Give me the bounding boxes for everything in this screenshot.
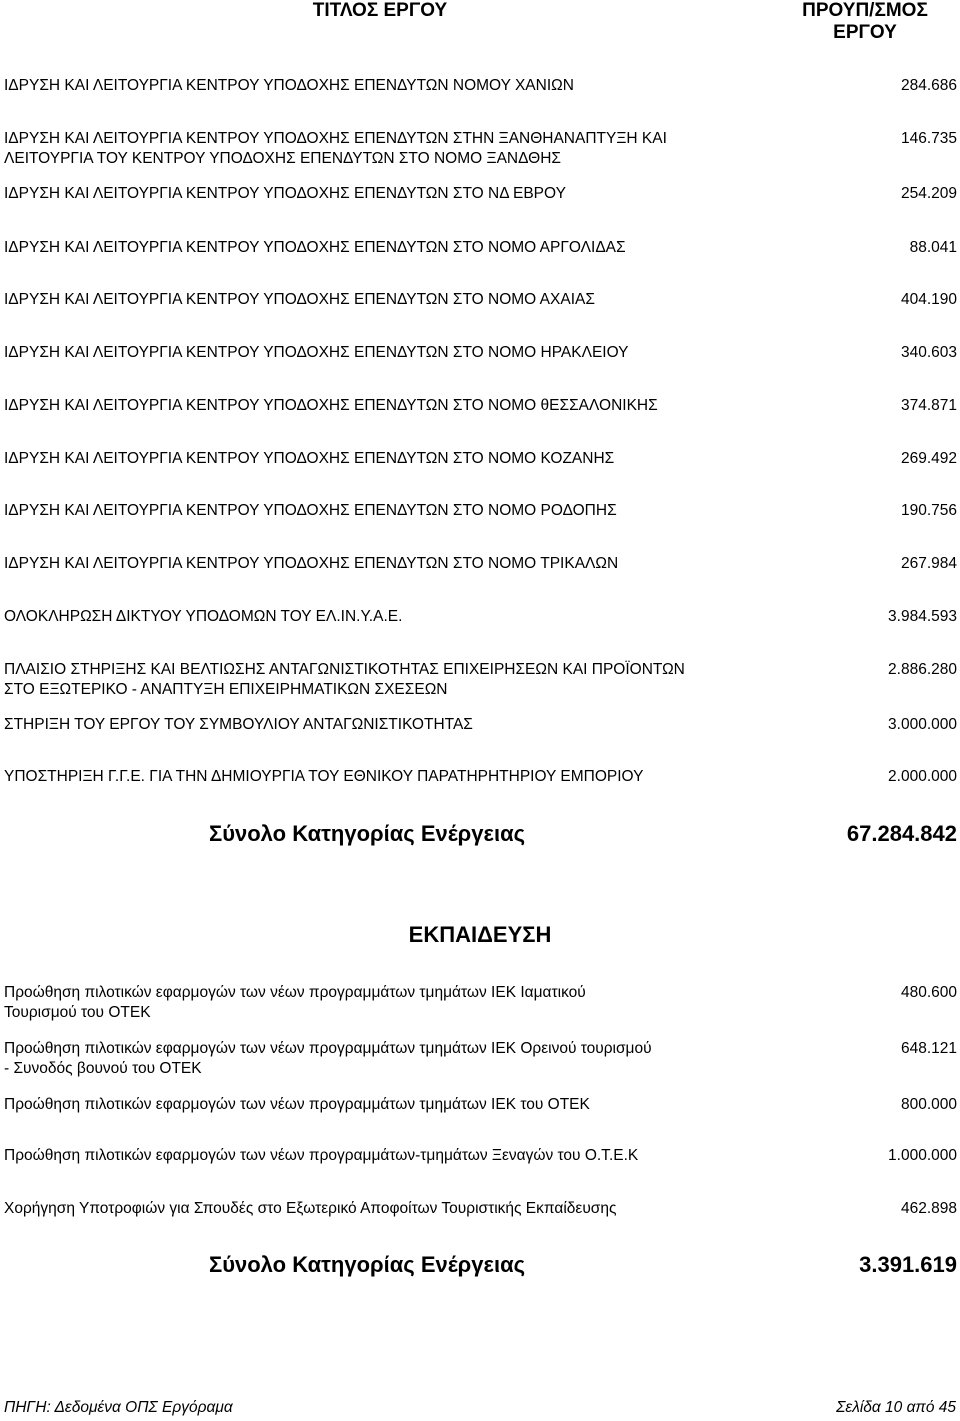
project-title: Προώθηση πιλοτικών εφαρμογών των νέων προγραμμάτων τμημάτων ΙΕΚ του ΟΤΕΚ bbox=[4, 1096, 590, 1113]
project-title: Χορήγηση Υποτροφιών για Σπουδές στο Εξωτερικό Αποφοίτων Τουριστικής Εκπαίδευσης bbox=[4, 1200, 617, 1217]
project-budget: 2.886.280 bbox=[888, 661, 957, 678]
project-title: ΙΔΡΥΣΗ ΚΑΙ ΛΕΙΤΟΥΡΓΙΑ ΚΕΝΤΡΟΥ ΥΠΟΔΟΧΗΣ ΕΠΕΝΔΥΤΩΝ ΣΤΟ ΝΟΜΟ ΗΡΑΚΛΕΙΟΥ bbox=[4, 344, 629, 361]
project-title: ΣΤΗΡΙΞΗ ΤΟΥ ΕΡΓΟΥ ΤΟΥ ΣΥΜΒΟΥΛΙΟΥ ΑΝΤΑΓΩΝΙΣΤΙΚΟΤΗΤΑΣ bbox=[4, 716, 473, 733]
project-title: Προώθηση πιλοτικών εφαρμογών των νέων προγραμμάτων τμημάτων ΙΕΚ Ορεινού τουρισμού - Συνοδός βουνού του ΟΤΕΚ bbox=[4, 1040, 652, 1077]
project-budget: 267.984 bbox=[900, 555, 957, 572]
category-total-value: 67.284.842 bbox=[846, 821, 957, 846]
project-title: ΟΛΟΚΛΗΡΩΣΗ ΔΙΚΤΥΟΥ ΥΠΟΔΟΜΩΝ ΤΟΥ ΕΛ.ΙΝ.Υ.Α.Ε. bbox=[4, 608, 403, 625]
project-title: ΙΔΡΥΣΗ ΚΑΙ ΛΕΙΤΟΥΡΓΙΑ ΚΕΝΤΡΟΥ ΥΠΟΔΟΧΗΣ ΕΠΕΝΔΥΤΩΝ ΣΤΟ ΝΔ ΕΒΡΟΥ bbox=[4, 185, 566, 202]
category-total-label: Σύνολο Κατηγορίας Ενέργειας bbox=[209, 1252, 526, 1277]
project-budget: 480.600 bbox=[900, 984, 957, 1001]
project-title: ΙΔΡΥΣΗ ΚΑΙ ΛΕΙΤΟΥΡΓΙΑ ΚΕΝΤΡΟΥ ΥΠΟΔΟΧΗΣ ΕΠΕΝΔΥΤΩΝ ΣΤΟ ΝΟΜΟ ΤΡΙΚΑΛΩΝ bbox=[4, 555, 619, 572]
footer-page-number: Σελίδα 10 από 45 bbox=[836, 1399, 956, 1416]
project-title: Προώθηση πιλοτικών εφαρμογών των νέων προγραμμάτων τμημάτων ΙΕΚ Ιαματικού Τουρισμού του ΟΤΕΚ bbox=[4, 984, 586, 1021]
footer-source: ΠΗΓΗ: Δεδομένα ΟΠΣ Εργόραμα bbox=[4, 1399, 233, 1416]
project-budget: 88.041 bbox=[909, 239, 957, 256]
project-title: ΙΔΡΥΣΗ ΚΑΙ ΛΕΙΤΟΥΡΓΙΑ ΚΕΝΤΡΟΥ ΥΠΟΔΟΧΗΣ ΕΠΕΝΔΥΤΩΝ ΣΤΟ ΝΟΜΟ ΚΟΖΑΝΗΣ bbox=[4, 450, 615, 467]
project-title: ΙΔΡΥΣΗ ΚΑΙ ΛΕΙΤΟΥΡΓΙΑ ΚΕΝΤΡΟΥ ΥΠΟΔΟΧΗΣ ΕΠΕΝΔΥΤΩΝ ΣΤΗΝ ΞΑΝΘΗΑΝΑΠΤΥΞΗ ΚΑΙ ΛΕΙΤΟΥΡΓΙΑ ΤΟΥ ΚΕΝΤΡΟΥ ΥΠΟΔΟΧΗΣ ΕΠΕΝΔΥΤΩΝ ΣΤΟ ΝΟΜΟ ΞΑΝΔΘΗΣ bbox=[4, 130, 667, 167]
project-title: ΙΔΡΥΣΗ ΚΑΙ ΛΕΙΤΟΥΡΓΙΑ ΚΕΝΤΡΟΥ ΥΠΟΔΟΧΗΣ ΕΠΕΝΔΥΤΩΝ ΣΤΟ ΝΟΜΟ ΑΡΓΟΛΙΔΑΣ bbox=[4, 239, 626, 256]
project-title: ΙΔΡΥΣΗ ΚΑΙ ΛΕΙΤΟΥΡΓΙΑ ΚΕΝΤΡΟΥ ΥΠΟΔΟΧΗΣ ΕΠΕΝΔΥΤΩΝ ΣΤΟ ΝΟΜΟ ΑΧΑΙΑΣ bbox=[4, 291, 595, 308]
project-title: ΥΠΟΣΤΗΡΙΞΗ Γ.Γ.Ε. ΓΙΑ ΤΗΝ ΔΗΜΙΟΥΡΓΙΑ ΤΟΥ ΕΘΝΙΚΟΥ ΠΑΡΑΤΗΡΗΤΗΡΙΟΥ ΕΜΠΟΡΙΟΥ bbox=[4, 768, 644, 785]
project-title: ΙΔΡΥΣΗ ΚΑΙ ΛΕΙΤΟΥΡΓΙΑ ΚΕΝΤΡΟΥ ΥΠΟΔΟΧΗΣ ΕΠΕΝΔΥΤΩΝ ΝΟΜΟΥ ΧΑΝΙΩΝ bbox=[4, 77, 574, 94]
project-budget: 146.735 bbox=[900, 130, 957, 147]
project-budget: 2.000.000 bbox=[888, 768, 957, 785]
project-budget: 284.686 bbox=[900, 77, 957, 94]
project-budget: 462.898 bbox=[900, 1200, 957, 1217]
project-budget: 648.121 bbox=[900, 1040, 957, 1057]
project-budget: 254.209 bbox=[900, 185, 957, 202]
project-budget: 800.000 bbox=[900, 1096, 957, 1113]
project-title: ΙΔΡΥΣΗ ΚΑΙ ΛΕΙΤΟΥΡΓΙΑ ΚΕΝΤΡΟΥ ΥΠΟΔΟΧΗΣ ΕΠΕΝΔΥΤΩΝ ΣΤΟ ΝΟΜΟ ΡΟΔΟΠΗΣ bbox=[4, 502, 617, 519]
project-title: Προώθηση πιλοτικών εφαρμογών των νέων προγραμμάτων-τμημάτων Ξεναγών του Ο.Τ.Ε.Κ bbox=[4, 1147, 639, 1164]
project-budget: 340.603 bbox=[900, 344, 957, 361]
project-budget: 269.492 bbox=[900, 450, 957, 467]
project-budget: 3.000.000 bbox=[888, 716, 957, 733]
project-budget: 374.871 bbox=[900, 397, 957, 414]
section-heading: ΕΚΠΑΙΔΕΥΣΗ bbox=[408, 922, 552, 947]
column-header-budget: ΠΡΟΥΠ/ΣΜΟΣ ΕΡΓΟΥ bbox=[802, 0, 928, 43]
project-budget: 190.756 bbox=[900, 502, 957, 519]
project-budget: 404.190 bbox=[900, 291, 957, 308]
category-total-value: 3.391.619 bbox=[859, 1252, 957, 1277]
project-budget: 3.984.593 bbox=[888, 608, 957, 625]
column-header-title: ΤΙΤΛΟΣ ΕΡΓΟΥ bbox=[312, 0, 448, 21]
project-title: ΠΛΑΙΣΙΟ ΣΤΗΡΙΞΗΣ ΚΑΙ ΒΕΛΤΙΩΣΗΣ ΑΝΤΑΓΩΝΙΣΤΙΚΟΤΗΤΑΣ ΕΠΙΧΕΙΡΗΣΕΩΝ ΚΑΙ ΠΡΟΪΟΝΤΩΝ ΣΤΟ ΕΞΩΤΕΡΙΚΟ - ΑΝΑΠΤΥΞΗ ΕΠΙΧΕΙΡΗΜΑΤΙΚΩΝ ΣΧΕΣΕΩΝ bbox=[4, 661, 685, 698]
project-title: ΙΔΡΥΣΗ ΚΑΙ ΛΕΙΤΟΥΡΓΙΑ ΚΕΝΤΡΟΥ ΥΠΟΔΟΧΗΣ ΕΠΕΝΔΥΤΩΝ ΣΤΟ ΝΟΜΟ θΕΣΣΑΛΟΝΙΚΗΣ bbox=[4, 397, 658, 414]
category-total-label: Σύνολο Κατηγορίας Ενέργειας bbox=[209, 821, 526, 846]
project-budget: 1.000.000 bbox=[888, 1147, 957, 1164]
